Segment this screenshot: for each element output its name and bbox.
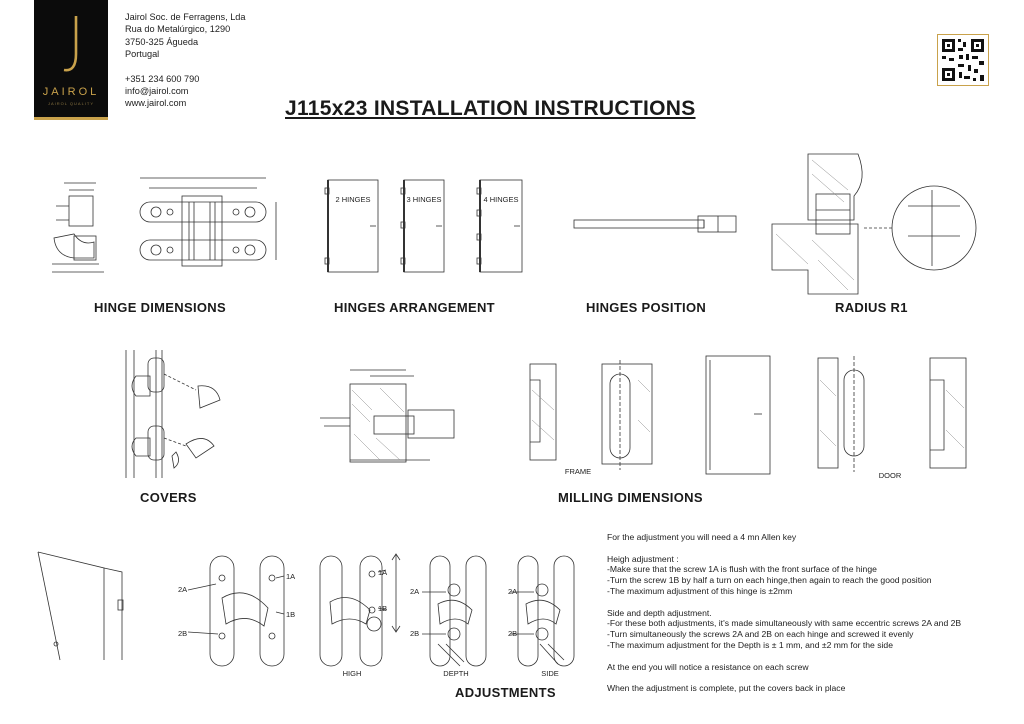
section-hinges-arrangement: HINGES ARRANGEMENT xyxy=(334,300,495,315)
hinge-dimensions-drawing xyxy=(44,168,294,292)
milling-section-drawing xyxy=(310,360,470,472)
company-country: Portugal xyxy=(125,49,160,60)
page-title: J115x23 INSTALLATION INSTRUCTIONS xyxy=(285,97,696,120)
adjustments-drawing xyxy=(160,548,590,678)
brand-name: JAIROL xyxy=(42,86,100,98)
adjust-high-label: HIGH xyxy=(342,669,362,678)
covers-drawing xyxy=(112,346,232,482)
instruction-line: When the adjustment is complete, put the covers back in place xyxy=(607,683,846,694)
section-milling-dimensions: MILLING DIMENSIONS xyxy=(558,490,703,505)
section-radius: RADIUS R1 xyxy=(835,300,908,315)
screw-1b-label: 1B xyxy=(286,610,296,619)
screw-2b-label-side: 2B xyxy=(508,629,518,638)
section-adjustments: ADJUSTMENTS xyxy=(455,685,556,700)
company-phone: +351 234 600 790 xyxy=(125,73,200,84)
arrangement-3-label: 3 HINGES xyxy=(406,195,442,204)
instruction-line: -Turn the screw 1B by half a turn on each hinge,then again to reach the good position xyxy=(607,575,932,586)
adjustment-instructions xyxy=(607,532,1017,694)
screw-1a-label: 1A xyxy=(286,572,296,581)
instruction-line: At the end you will notice a resistance on each screw xyxy=(607,661,809,672)
instruction-line: -Turn simultaneously the screws 2A and 2B on each hinge and screwed it evenly xyxy=(607,629,914,640)
adjust-depth-label: DEPTH xyxy=(443,669,469,678)
instruction-line: Heigh adjustment : xyxy=(607,553,679,564)
arrangement-2-label: 2 HINGES xyxy=(335,195,371,204)
company-city: 3750-325 Águeda xyxy=(125,36,199,47)
screw-2a-label-side: 2A xyxy=(508,587,518,596)
instruction-line: Side and depth adjustment. xyxy=(607,607,712,618)
company-street: Rua do Metalúrgico, 1290 xyxy=(125,24,231,35)
logo-mark-icon xyxy=(62,14,82,76)
company-web: www.jairol.com xyxy=(125,98,187,109)
arrangement-4-label: 4 HINGES xyxy=(483,195,519,204)
company-info xyxy=(125,11,246,110)
instruction-line: -For these both adjustments, it's made simultaneously with same eccentric screws 2A and 2B xyxy=(607,618,962,629)
section-hinge-dimensions: HINGE DIMENSIONS xyxy=(94,300,226,315)
hinges-position-drawing xyxy=(568,210,748,240)
instruction-line: -Make sure that the screw 1A is flush with the front surface of the hinge xyxy=(607,564,877,575)
hinges-arrangement-drawing xyxy=(318,176,528,278)
milling-door-label: DOOR xyxy=(878,471,902,480)
company-name: Jairol Soc. de Ferragens, Lda xyxy=(125,12,246,22)
screw-2b-label-depth: 2B xyxy=(410,629,420,638)
milling-dimensions-drawing xyxy=(506,350,982,480)
adjust-side-label: SIDE xyxy=(541,669,559,678)
brand-tagline: JAIROL QUALITY xyxy=(47,101,95,106)
screw-2a-label: 2A xyxy=(178,585,188,594)
section-hinges-position: HINGES POSITION xyxy=(586,300,707,315)
company-email: info@jairol.com xyxy=(125,86,189,97)
milling-frame-label: FRAME xyxy=(564,467,592,476)
instruction-line: For the adjustment you will need a 4 mn Allen key xyxy=(607,532,797,542)
screw-2b-label: 2B xyxy=(178,629,188,638)
instruction-line: -The maximum adjustment of this hinge is ±2mm xyxy=(607,585,793,596)
screw-2a-label-depth: 2A xyxy=(410,587,420,596)
instruction-line: -The maximum adjustment for the Depth is ± 1 mm, and ±2 mm for the side xyxy=(607,639,893,650)
section-covers: COVERS xyxy=(140,490,197,505)
qr-code-icon xyxy=(937,34,989,86)
brand-logo xyxy=(34,0,108,120)
screw-1b-label-high: 1B xyxy=(378,604,388,613)
radius-r1-drawing xyxy=(768,150,980,300)
screw-1a-label-high: 1A xyxy=(378,568,388,577)
logo-accent-bar xyxy=(34,117,108,120)
door-frame-drawing xyxy=(34,548,134,662)
